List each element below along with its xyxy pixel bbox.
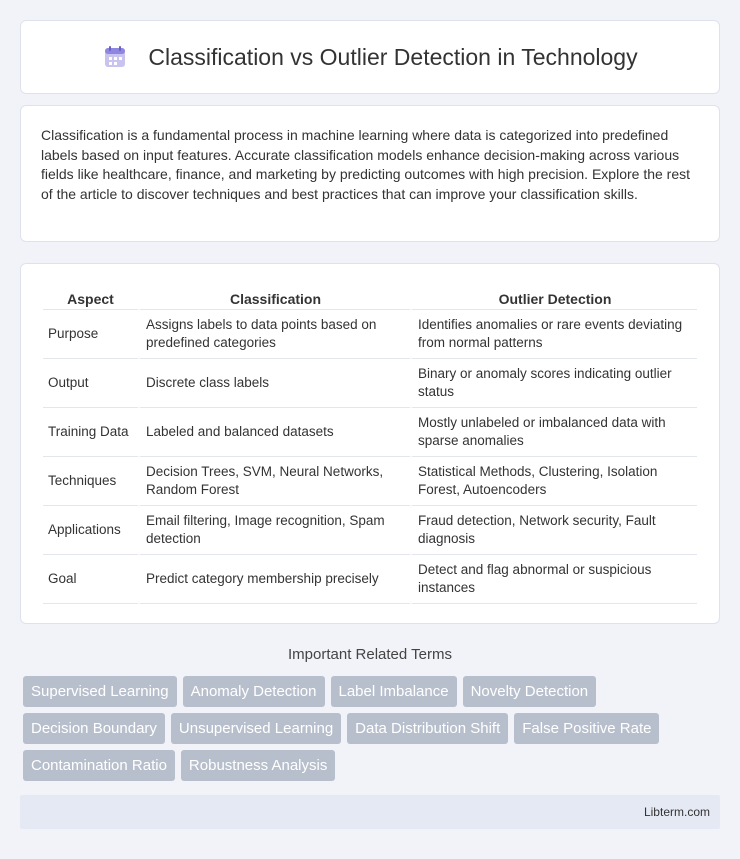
cell-classification: Predict category membership precisely	[138, 555, 410, 604]
intro-card	[20, 105, 720, 242]
cell-aspect: Goal	[43, 555, 138, 604]
tag-decision-boundary[interactable]: Decision Boundary	[23, 713, 165, 744]
related-terms-tags	[23, 676, 723, 787]
tag-contamination-ratio[interactable]: Contamination Ratio	[23, 750, 175, 781]
cell-outlier: Mostly unlabeled or imbalanced data with sparse anomalies	[410, 408, 697, 457]
tag-robustness-analysis[interactable]: Robustness Analysis	[181, 750, 335, 781]
table-row	[43, 408, 697, 457]
cell-aspect: Applications	[43, 506, 138, 555]
tag-novelty-detection[interactable]: Novelty Detection	[463, 676, 597, 707]
cell-aspect: Training Data	[43, 408, 138, 457]
related-terms-title: Important Related Terms	[288, 646, 452, 663]
page-title: Classification vs Outlier Detection in Technology	[148, 43, 638, 70]
calendar-icon	[102, 44, 128, 70]
cell-classification: Labeled and balanced datasets	[138, 408, 410, 457]
table-header-row	[43, 284, 697, 310]
cell-outlier: Detect and flag abnormal or suspicious instances	[410, 555, 697, 604]
cell-classification: Discrete class labels	[138, 359, 410, 408]
tag-label-imbalance[interactable]: Label Imbalance	[331, 676, 457, 707]
cell-outlier: Identifies anomalies or rare events deviating from normal patterns	[410, 310, 697, 359]
cell-aspect: Purpose	[43, 310, 138, 359]
table-row	[43, 457, 697, 506]
footer-site-link[interactable]: Libterm.com	[643, 805, 710, 819]
cell-classification: Email filtering, Image recognition, Spam detection	[138, 506, 410, 555]
cell-classification: Decision Trees, SVM, Neural Networks, Random Forest	[138, 457, 410, 506]
table-row	[43, 359, 697, 408]
footer	[20, 795, 720, 829]
comparison-table-card	[20, 263, 720, 624]
table-row	[43, 555, 697, 604]
tag-anomaly-detection[interactable]: Anomaly Detection	[183, 676, 325, 707]
table-row	[43, 310, 697, 359]
cell-outlier: Statistical Methods, Clustering, Isolation Forest, Autoencoders	[410, 457, 697, 506]
cell-outlier: Binary or anomaly scores indicating outlier status	[410, 359, 697, 408]
tag-data-distribution-shift[interactable]: Data Distribution Shift	[347, 713, 508, 744]
tag-false-positive-rate[interactable]: False Positive Rate	[514, 713, 659, 744]
tag-unsupervised-learning[interactable]: Unsupervised Learning	[171, 713, 341, 744]
intro-text: Classification is a fundamental process in machine learning where data is categorized into predefined labels based on input features. Accurate classification models enhance decision-making across various fields like healthcare, finance, and marketing by predicting outcomes with high precision. Explore the rest of the article to discover techniques and best practices that can improve your classification skills.	[41, 127, 691, 202]
cell-aspect: Output	[43, 359, 138, 408]
header-card	[20, 20, 720, 94]
header-classification: Classification	[138, 284, 410, 310]
cell-aspect: Techniques	[43, 457, 138, 506]
comparison-table	[43, 284, 697, 604]
cell-outlier: Fraud detection, Network security, Fault diagnosis	[410, 506, 697, 555]
table-row	[43, 506, 697, 555]
header-outlier-detection: Outlier Detection	[410, 284, 697, 310]
tag-supervised-learning[interactable]: Supervised Learning	[23, 676, 177, 707]
header-aspect: Aspect	[43, 284, 138, 310]
cell-classification: Assigns labels to data points based on predefined categories	[138, 310, 410, 359]
